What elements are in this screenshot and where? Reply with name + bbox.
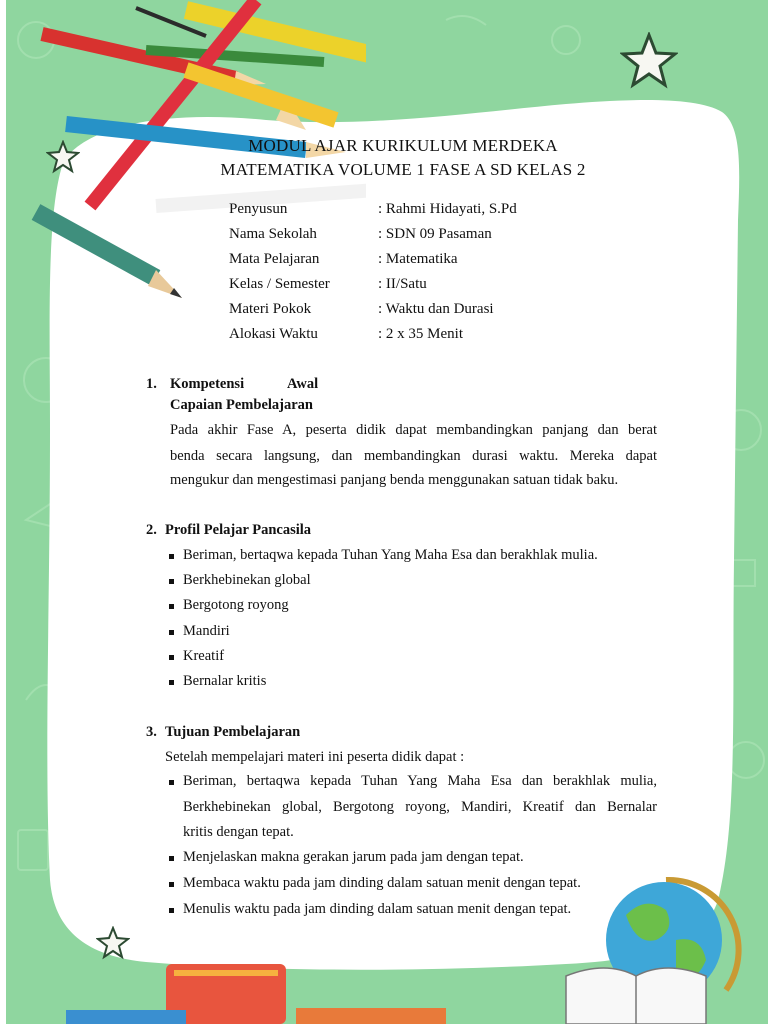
paragraph-line: Pada akhir Fase A, peserta didik dapat membandingkan panjang dan berat [170,422,657,438]
bullet-marker [169,856,174,861]
star-icon [620,32,678,90]
star-icon [96,926,130,960]
list-item: Beriman, bertaqwa kepada Tuhan Yang Maha Esa dan berakhlak mulia. [183,547,598,563]
bullet-marker [169,554,174,559]
list-item: Kreatif [183,648,225,664]
section-heading: Profil Pelajar Pancasila [165,522,312,538]
bullet-marker [169,882,174,887]
section-subheading: Capaian Pembelajaran [170,397,313,413]
bullet-marker [169,579,174,584]
bullet-marker [169,680,174,685]
list-item: Membaca waktu pada jam dinding dalam satuan menit dengan tepat. [183,875,581,891]
bullet-marker [169,780,174,785]
paragraph-line: mengukur dan mengestimasi panjang benda menggunakan satuan tidak baku. [170,472,619,488]
section-heading-word: Kompetensi [170,376,245,392]
meta-label: Kelas / Semester [229,276,330,292]
meta-label: Nama Sekolah [229,226,317,242]
section-number: 3. [146,724,157,740]
meta-label: Penyusun [229,201,288,217]
books-illustration [66,956,766,1024]
list-item-line: Berkhebinekan global, Bergotong royong, Mandiri, Kreatif dan Bernalar [183,799,657,815]
list-item: Mandiri [183,623,230,639]
meta-value: : II/Satu [378,276,427,292]
list-item: Berkhebinekan global [183,572,311,588]
bullet-marker [169,655,174,660]
meta-label: Mata Pelajaran [229,251,320,267]
list-item-line: kritis dengan tepat. [183,824,294,840]
meta-value: : SDN 09 Pasaman [378,226,492,242]
document-title-line1: MODUL AJAR KURIKULUM MERDEKA [248,136,558,155]
section-intro: Setelah mempelajari materi ini peserta didik dapat : [165,749,465,765]
bullet-marker [169,630,174,635]
bullet-marker [169,604,174,609]
list-item-line: Beriman, bertaqwa kepada Tuhan Yang Maha Esa dan berakhlak mulia, [183,773,657,789]
section-number: 2. [146,522,157,538]
list-item: Bernalar kritis [183,673,267,689]
paragraph-line: benda secara langsung, dan membandingkan durasi waktu. Mereka dapat [170,448,657,464]
section-number: 1. [146,376,157,392]
meta-value: : Rahmi Hidayati, S.Pd [378,201,517,217]
document-title-line2: MATEMATIKA VOLUME 1 FASE A SD KELAS 2 [220,160,586,179]
meta-value: : 2 x 35 Menit [378,326,463,342]
list-item: Menjelaskan makna gerakan jarum pada jam dengan tepat. [183,849,524,865]
meta-label: Alokasi Waktu [229,326,318,342]
bullet-marker [169,908,174,913]
list-item: Bergotong royong [183,597,289,613]
meta-value: : Waktu dan Durasi [378,301,494,317]
section-heading: Tujuan Pembelajaran [165,724,301,740]
meta-value: : Matematika [378,251,458,267]
section-heading-word: Awal [287,376,319,392]
meta-label: Materi Pokok [229,301,312,317]
list-item: Menulis waktu pada jam dinding dalam satuan menit dengan tepat. [183,901,572,917]
